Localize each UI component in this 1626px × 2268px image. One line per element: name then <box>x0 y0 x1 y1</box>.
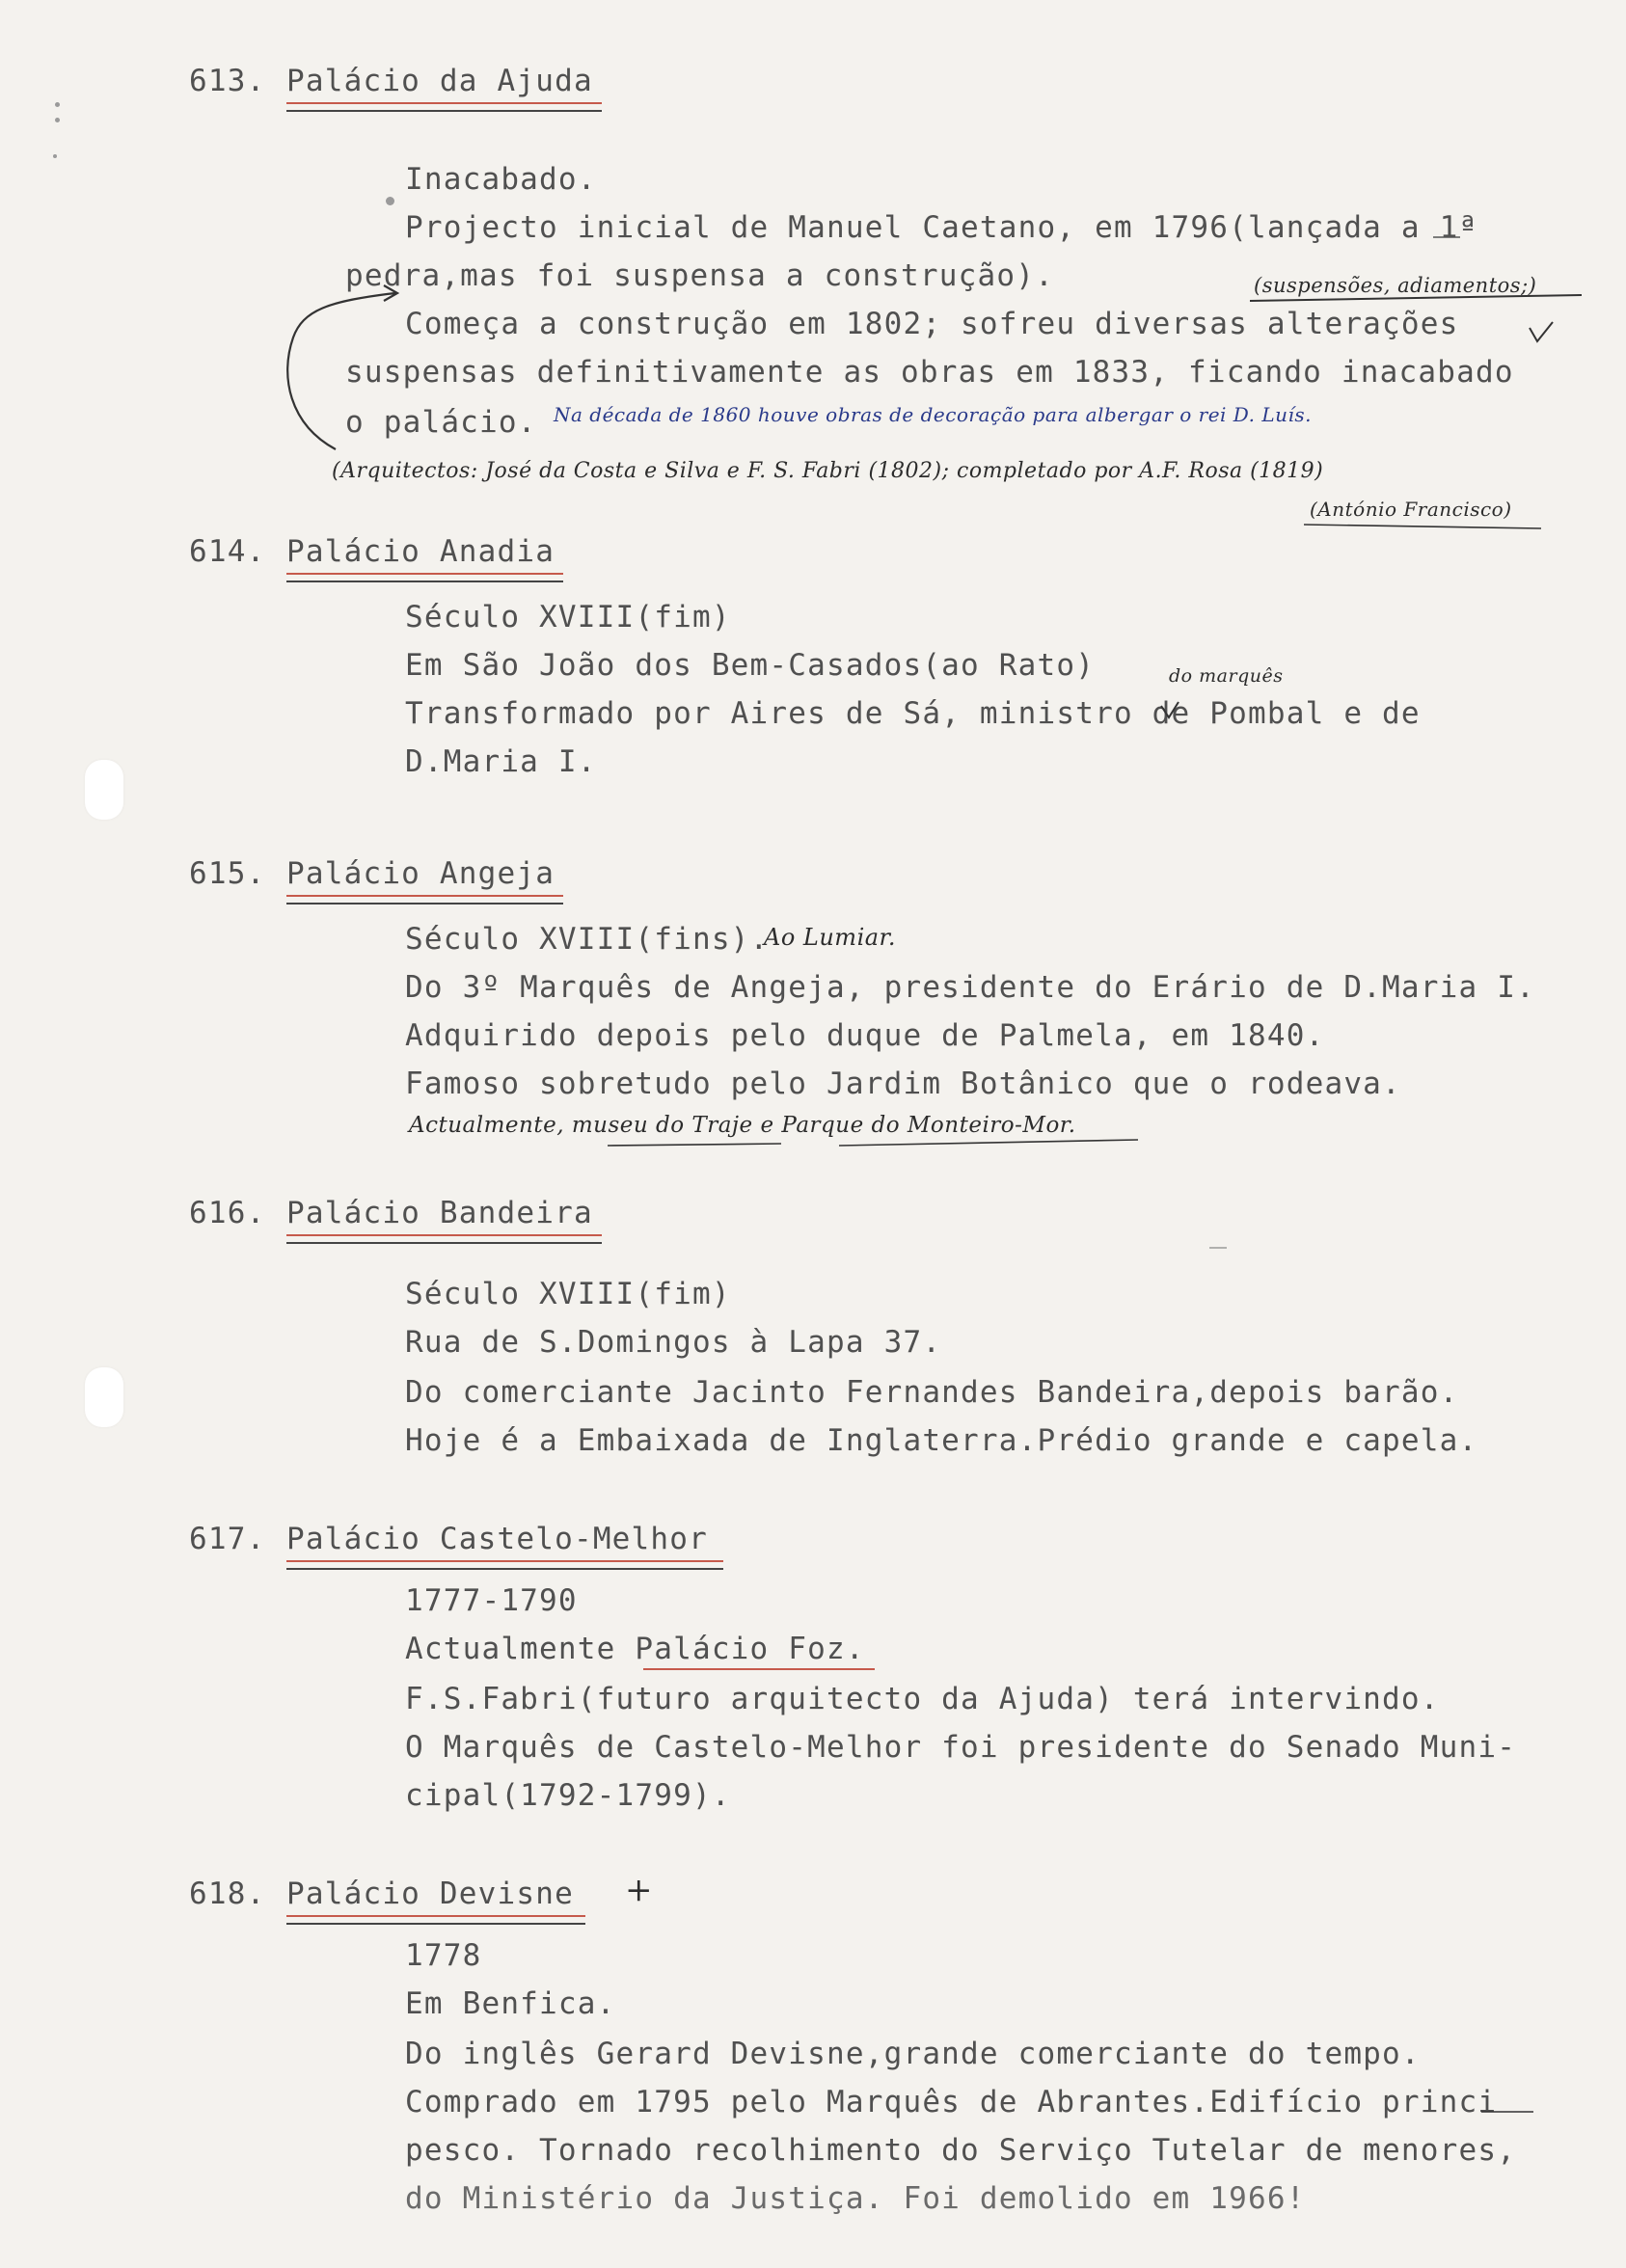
entry-number: 618. <box>189 1876 266 1911</box>
handwritten-note: do marquês <box>1169 665 1284 687</box>
handwritten-note: (António Francisco) <box>1310 498 1512 521</box>
entry-line: Hoje é a Embaixada de Inglaterra.Prédio grande e capela. <box>405 1423 1478 1458</box>
handwritten-note: Actualmente, museu do Traje e Parque do Monteiro-Mor. <box>409 1113 1076 1138</box>
entry-line: do Ministério da Justiça. Foi demolido em 1966! <box>405 2181 1306 2216</box>
entry-line: Comprado em 1795 pelo Marquês de Abrantes.Edifício princi <box>405 2085 1498 2120</box>
entry-number: 613. <box>189 64 266 98</box>
entry-line: Século XVIII(fins). <box>405 922 770 957</box>
entry-line: suspensas definitivamente as obras em 1833, ficando inacabado <box>345 355 1514 390</box>
entry-title: Palácio Devisne <box>286 1876 574 1911</box>
entry-line: Em São João dos Bem-Casados(ao Rato) <box>405 648 1096 683</box>
entry-title: Palácio Angeja <box>286 856 556 891</box>
entry-line: Transformado por Aires de Sá, ministro de Pombal e de <box>405 696 1421 731</box>
entry-line: pedra,mas foi suspensa a construção). <box>345 258 1054 293</box>
entry-number: 614. <box>189 534 266 569</box>
handwritten-note: (Arquitectos: José da Costa e Silva e F. S. Fabri (1802); completado por A.F. Rosa (1819) <box>332 459 1324 483</box>
entry-line: Projecto inicial de Manuel Caetano, em 1796(lançada a 1ª <box>405 210 1478 245</box>
entry-title: Palácio da Ajuda <box>286 64 593 98</box>
entry-line: O Marquês de Castelo-Melhor foi presidente do Senado Muni- <box>405 1730 1517 1765</box>
entry-line: cipal(1792-1799). <box>405 1778 731 1813</box>
entry-line: Inacabado. <box>405 162 597 197</box>
entry-line: Adquirido depois pelo duque de Palmela, em 1840. <box>405 1018 1325 1053</box>
entry-line: Rua de S.Domingos à Lapa 37. <box>405 1325 942 1360</box>
entry-number: 615. <box>189 856 266 891</box>
cross-mark: + <box>625 1871 653 1909</box>
handwritten-note-blue: Na década de 1860 houve obras de decoração para albergar o rei D. Luís. <box>554 403 1313 426</box>
entry-line: Começa a construção em 1802; sofreu diversas alterações <box>405 307 1459 341</box>
entry-number: 617. <box>189 1522 266 1556</box>
entry-line: Do inglês Gerard Devisne,grande comerciante do tempo. <box>405 2037 1421 2071</box>
entry-line: Do 3º Marquês de Angeja, presidente do Erário de D.Maria I. <box>405 970 1535 1005</box>
entry-line: Actualmente Palácio Foz. <box>405 1632 865 1666</box>
entry-line: Do comerciante Jacinto Fernandes Bandeira,depois barão. <box>405 1375 1459 1410</box>
entry-title: Palácio Castelo-Melhor <box>286 1522 708 1556</box>
entry-line: Em Benfica. <box>405 1986 616 2021</box>
entry-line: 1777-1790 <box>405 1583 578 1618</box>
entry-line: 1778 <box>405 1938 482 1973</box>
entry-line: Famoso sobretudo pelo Jardim Botânico que o rodeava. <box>405 1066 1401 1101</box>
entry-title: Palácio Bandeira <box>286 1196 593 1230</box>
entry-line: pesco. Tornado recolhimento do Serviço Tutelar de menores, <box>405 2133 1517 2168</box>
entry-line: F.S.Fabri(futuro arquitecto da Ajuda) terá intervindo. <box>405 1682 1440 1716</box>
entry-title: Palácio Anadia <box>286 534 556 569</box>
handwritten-note: Ao Lumiar. <box>764 924 897 951</box>
entry-line: Século XVIII(fim) <box>405 1277 731 1311</box>
entry-line: o palácio. <box>345 405 537 440</box>
entry-line: D.Maria I. <box>405 744 597 779</box>
entry-number: 616. <box>189 1196 266 1230</box>
handwritten-note: (suspensões, adiamentos;) <box>1254 274 1537 297</box>
entry-line: Século XVIII(fim) <box>405 600 731 634</box>
